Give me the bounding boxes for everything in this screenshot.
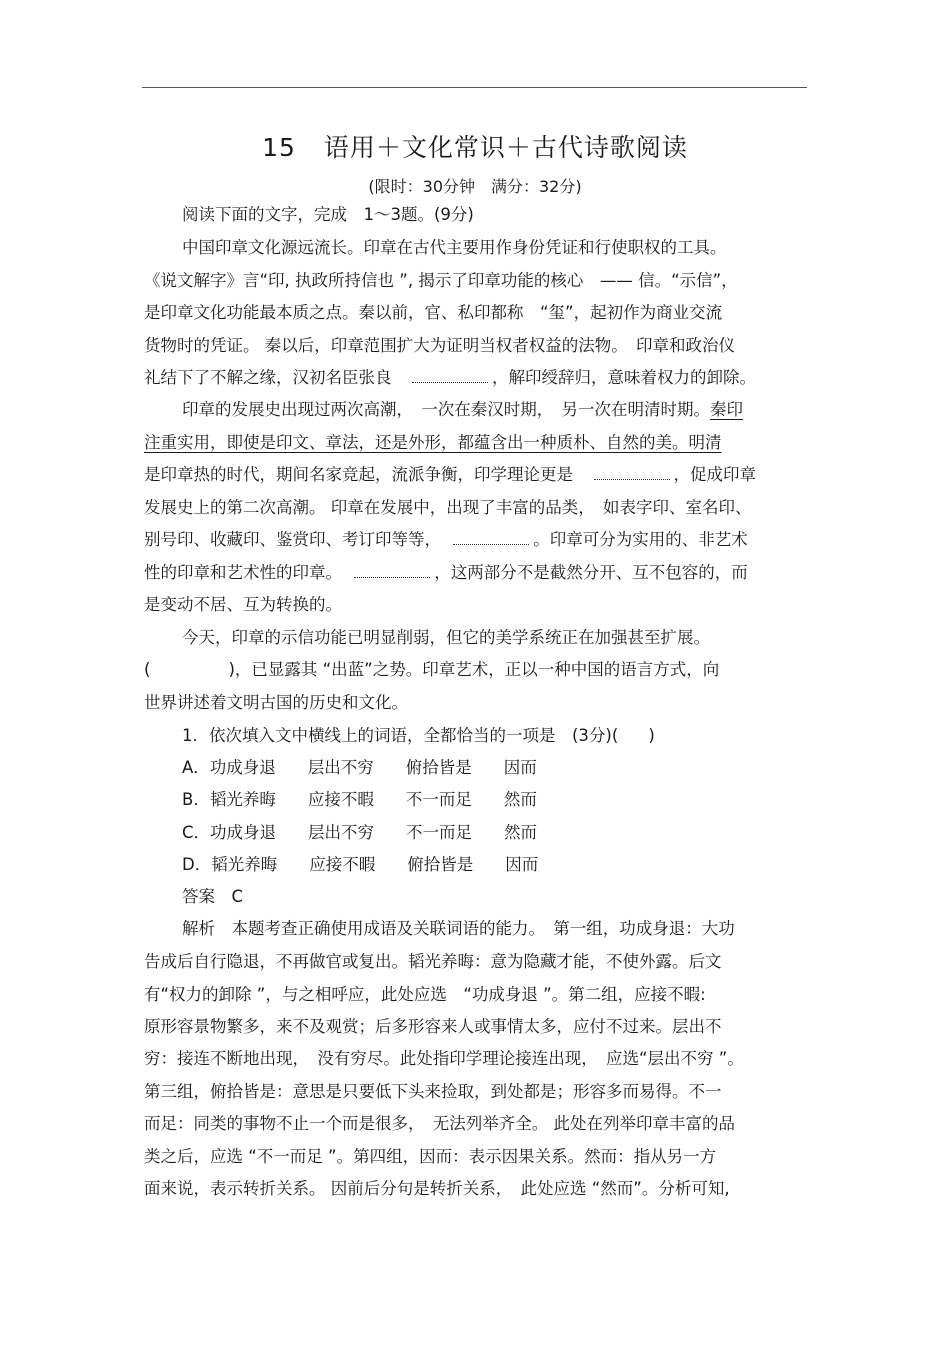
p2-line <box>144 464 756 486</box>
option-word: 然而 <box>504 823 538 842</box>
section-number: 15 <box>262 133 296 162</box>
p2-line <box>182 399 743 421</box>
option-c <box>182 822 537 844</box>
answer: 答案 C <box>182 887 244 906</box>
text: 是印章热的时代，期间名家竞起，流派争衡，印学理论更是 <box>144 465 590 484</box>
p2-line: 发展史上的第二次高潮。 印章在发展中，出现了丰富的品类， 如表字印、室名印、 <box>144 498 752 517</box>
analysis-line: 穷：接连不断地出现， 没有穷尽。此处指印学理论接连出现， 应选“层出不穷 ”。 <box>144 1049 744 1068</box>
option-word: 应接不暇 <box>307 790 374 809</box>
analysis-line: 解析 本题考查正确使用成语及关联词语的能力。 第一组，功成身退：大功 <box>182 919 735 938</box>
text: ，这两部分不是截然分开、互不包容的，而 <box>434 563 748 582</box>
fill-blank <box>354 563 430 578</box>
text: 。印章可分为实用的、非艺术 <box>533 530 748 549</box>
p1-line: 中国印章文化源远流长。印章在古代主要用作身份凭证和行使职权的工具。 <box>182 238 727 257</box>
fill-blank <box>453 530 529 545</box>
option-word: 层出不穷 <box>307 758 374 777</box>
underlined-line: 注重实用，即使是印文、章法，还是外形，都蕴含出一种质朴、自然的美。明清 <box>144 433 722 452</box>
option-letter: C． <box>182 823 211 842</box>
option-letter: D． <box>182 855 212 874</box>
option-word: 层出不穷 <box>308 823 375 842</box>
text: 礼结下了不解之缘，汉初名臣张良 <box>144 368 408 387</box>
option-word: 功成身退 <box>209 758 276 777</box>
fill-blank <box>412 368 488 383</box>
fill-blank <box>594 465 670 480</box>
section-title: 语用＋文化常识＋古代诗歌阅读 <box>323 133 688 162</box>
option-d <box>182 854 538 876</box>
text: ，解印绶辞归，意味着权力的卸除。 <box>492 368 756 387</box>
analysis-line: 而足：同类的事物不止一个而是很多， 无法列举齐全。 此处在列举印章丰富的品 <box>144 1114 735 1133</box>
p3-line: 今天，印章的示信功能已明显削弱，但它的美学系统正在加强甚至扩展。 <box>182 628 710 647</box>
option-word: 不一而足 <box>405 790 472 809</box>
p1-line <box>144 367 756 389</box>
option-letter: A． <box>182 758 210 777</box>
text: 别号印、收藏印、鉴赏印、考订印等等， <box>144 530 450 549</box>
underlined-text: 秦印 <box>710 400 743 419</box>
time-limit: (限时：30分钟 满分：32分) <box>368 177 582 196</box>
option-word: 因而 <box>505 855 539 874</box>
p1-line: 是印章文化功能最本质之点。秦以前，官、私印都称 “玺”，起初作为商业交流 <box>144 303 723 322</box>
text: ) <box>648 726 655 745</box>
p2-line <box>144 529 748 551</box>
option-word: 因而 <box>503 758 537 777</box>
p2-line: 是变动不居、互为转换的。 <box>144 595 342 614</box>
text: )，已显露其 “出蓝”之势。印章艺术，正以一种中国的语言方式，向 <box>228 660 720 679</box>
p3-line <box>144 659 719 681</box>
text: 性的印章和艺术性的印章。 <box>144 563 351 582</box>
question-stem <box>182 725 655 747</box>
intro: 阅读下面的文字，完成 1～3题。(9分) <box>182 205 474 224</box>
text: ，促成印章 <box>673 465 756 484</box>
text: 1．依次填入文中横线上的词语，全都恰当的一项是 (3分)( <box>182 726 619 745</box>
option-word: 俯拾皆是 <box>405 758 472 777</box>
text: ( <box>144 660 151 679</box>
option-word: 韬光养晦 <box>211 855 278 874</box>
option-word: 不一而足 <box>406 823 473 842</box>
page-title <box>0 128 950 164</box>
header-rule <box>142 87 807 88</box>
option-a <box>182 757 537 779</box>
option-word: 俯拾皆是 <box>407 855 474 874</box>
p1-line: 货物时的凭证。 秦以后，印章范围扩大为证明当权者权益的法物。 印章和政治仪 <box>144 336 735 355</box>
analysis-line: 有“权力的卸除 ”，与之相呼应，此处应选 “功成身退 ”。第二组，应接不暇: <box>144 985 706 1004</box>
text: 印章的发展史出现过两次高潮， 一次在秦汉时期， 另一次在明清时期。 <box>182 400 710 419</box>
option-word: 应接不暇 <box>309 855 376 874</box>
option-word: 功成身退 <box>210 823 277 842</box>
option-b <box>182 789 537 811</box>
option-word: 然而 <box>503 790 537 809</box>
analysis-line: 第三组，俯拾皆是：意思是只要低下头来捡取，到处都是；形容多而易得。不一 <box>144 1082 722 1101</box>
option-word: 韬光养晦 <box>209 790 276 809</box>
analysis-line: 类之后，应选 “不一而足 ”。第四组，因而：表示因果关系。然而：指从另一方 <box>144 1147 717 1166</box>
p3-line: 世界讲述着文明古国的历史和文化。 <box>144 693 408 712</box>
p2-line <box>144 562 748 584</box>
option-letter: B． <box>182 790 210 809</box>
analysis-line: 告成后自行隐退，不再做官或复出。韬光养晦：意为隐藏才能，不使外露。后文 <box>144 952 722 971</box>
analysis-line: 面来说，表示转折关系。 因前后分句是转折关系， 此处应选 “然而”。分析可知, <box>144 1179 730 1198</box>
analysis-line: 原形容景物繁多，来不及观赏；后多形容来人或事情太多，应付不过来。层出不 <box>144 1017 722 1036</box>
p1-line: 《说文解字》言“印, 执政所持信也 ”, 揭示了印章功能的核心 —— 信。“示信”， <box>144 271 738 290</box>
